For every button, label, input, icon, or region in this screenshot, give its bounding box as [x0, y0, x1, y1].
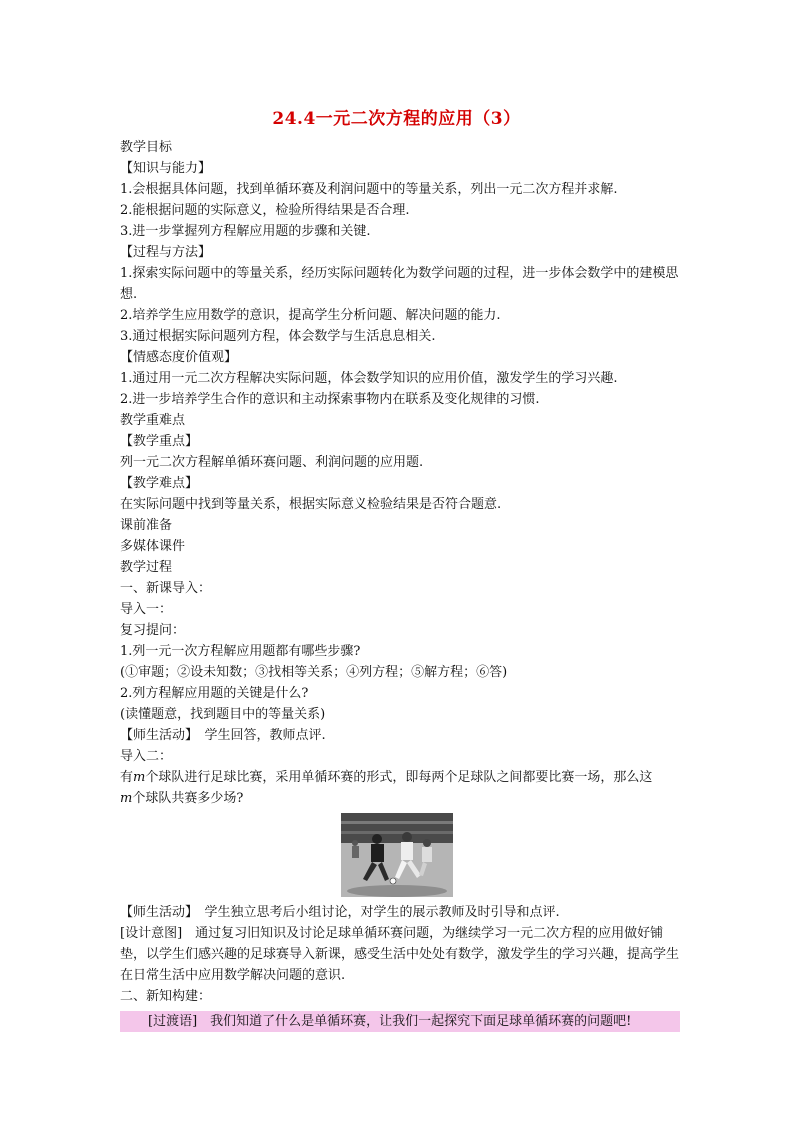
- text-line: 一、新课导入：: [120, 581, 212, 596]
- text-line: 导入二：: [120, 749, 173, 764]
- variable-m: m: [120, 791, 133, 806]
- figure: [120, 813, 680, 899]
- text-line: 2.列方程解应用题的关键是什么?: [120, 686, 309, 701]
- text-line: 导入一：: [120, 602, 173, 617]
- section-heading: 教学过程: [120, 560, 173, 575]
- section-heading: 课前准备: [120, 518, 173, 533]
- sub-heading: 【知识与能力】: [120, 161, 212, 176]
- text-line: 在实际问题中找到等量关系，根据实际意义检验结果是否符合题意.: [120, 497, 502, 512]
- text-line: 【师生活动】 学生独立思考后小组讨论，对学生的展示教师及时引导和点评.: [120, 905, 560, 920]
- text-line: 多媒体课件: [120, 539, 186, 554]
- soccer-photo: [341, 813, 453, 897]
- text-line: 2.培养学生应用数学的意识，提高学生分析问题、解决问题的能力.: [120, 308, 501, 323]
- soccer-players-image: [341, 813, 453, 897]
- text-line: 3.进一步掌握列方程解应用题的步骤和关键.: [120, 224, 371, 239]
- text-line: [120, 767, 680, 788]
- section-heading: 教学目标: [120, 140, 173, 155]
- transition-highlight: [过渡语] 我们知道了什么是单循环赛，让我们一起探究下面足球单循环赛的问题吧!: [120, 1011, 680, 1032]
- text-line: 1.列一元一次方程解应用题都有哪些步骤?: [120, 644, 361, 659]
- section-heading: 教学重难点: [120, 413, 186, 428]
- text-line: 1.通过用一元二次方程解决实际问题，体会数学知识的应用价值，激发学生的学习兴趣.: [120, 371, 618, 386]
- text-line: 列一元二次方程解单循环赛问题、利润问题的应用题.: [120, 455, 424, 470]
- text-line: (读懂题意，找到题目中的等量关系): [120, 707, 326, 722]
- sub-heading: 【教学难点】: [120, 476, 199, 491]
- sub-heading: 【过程与方法】: [120, 245, 212, 260]
- sub-heading: 【教学重点】: [120, 434, 199, 449]
- text-line: 2.能根据问题的实际意义，检验所得结果是否合理.: [120, 203, 410, 218]
- text-fragment: 个球队进行足球比赛，采用单循环赛的形式，即每两个足球队之间都要比赛一场，那么这: [145, 770, 653, 785]
- text-line: 1.会根据具体问题，找到单循环赛及利润问题中的等量关系，列出一元二次方程并求解.: [120, 182, 618, 197]
- sub-heading: 【情感态度价值观】: [120, 350, 238, 365]
- text-fragment: 个球队共赛多少场?: [132, 791, 244, 806]
- design-intent-paragraph: [设计意图] 通过复习旧知识及讨论足球单循环赛问题，为继续学习一元二次方程的应用做好铺垫，以学生们感兴趣的足球赛导入新课，感受生活中处处有数学，激发学生的学习兴趣，提高学生在日常生活中应用数学解决问题的意识.: [120, 926, 680, 983]
- text-line: 【师生活动】 学生回答，教师点评.: [120, 728, 326, 743]
- document-body: [120, 137, 680, 1032]
- variable-m: m: [133, 770, 146, 785]
- text-line: 复习提问：: [120, 623, 186, 638]
- text-line: (①审题；②设未知数；③找相等关系；④列方程；⑤解方程；⑥答): [120, 665, 508, 680]
- section-heading: 二、新知构建：: [120, 989, 212, 1004]
- text-fragment: 有: [120, 770, 134, 785]
- text-line: 2.进一步培养学生合作的意识和主动探索事物内在联系及变化规律的习惯.: [120, 392, 540, 407]
- text-line: 3.通过根据实际问题列方程，体会数学与生活息息相关.: [120, 329, 436, 344]
- text-line: [120, 788, 680, 809]
- text-line: 1.探索实际问题中的等量关系，经历实际问题转化为数学问题的过程，进一步体会数学中的建模思想.: [120, 266, 679, 302]
- page-title: 24.4一元二次方程的应用（3）: [272, 109, 521, 129]
